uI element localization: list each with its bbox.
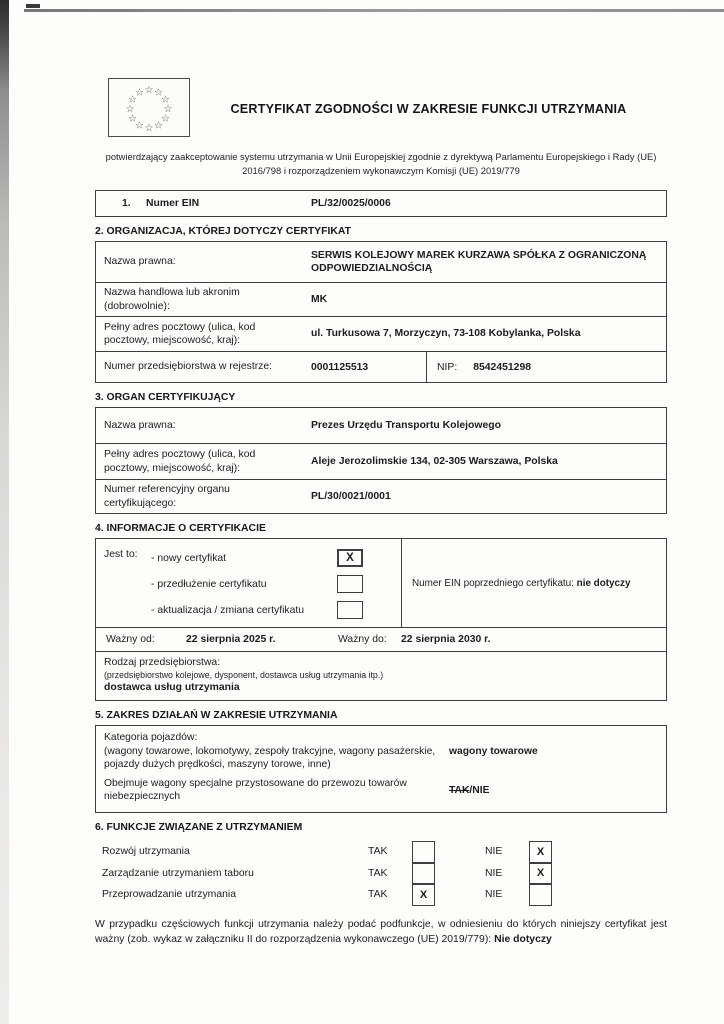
footnote-value: Nie dotyczy	[494, 934, 552, 946]
svg-text:☆: ☆	[144, 123, 154, 134]
tak-label: TAK	[368, 889, 388, 901]
function-label: Rozwój utrzymania	[102, 846, 190, 858]
scan-mark-artifact	[26, 4, 40, 8]
section4-heading: 4. INFORMACJE O CERTYFIKACIE	[95, 523, 266, 535]
option-label: - przedłużenie certyfikatu	[151, 578, 267, 590]
document-subtitle: potwierdzający zaakceptowanie systemu utrzymania w Unii Europejskiej zgodnie z dyrektywą Parlamentu Europejskiego i Rady (UE) 2016/798 i rozporządzeniem wykonawczym Komisji (UE) 2019/779	[105, 151, 657, 177]
validity-row	[96, 627, 666, 651]
valid-from-value: 22 sierpnia 2025 r.	[186, 634, 276, 646]
nie-label: NIE	[485, 867, 503, 879]
tak-label: TAK	[368, 846, 388, 858]
section2-heading: 2. ORGANIZACJA, KTÓREJ DOTYCZY CERTYFIKAT	[95, 226, 351, 238]
nie-label: NIE	[485, 846, 503, 858]
new-certificate-checkbox: X	[337, 549, 363, 567]
svg-text:☆: ☆	[135, 120, 144, 132]
nip-label: NIP:	[437, 361, 458, 373]
body-reference-value: PL/30/0021/0001	[311, 491, 391, 502]
trade-name-label: Nazwa handlowa lub akronim (dobrowolnie):	[104, 287, 240, 312]
legal-name-label: Nazwa prawna:	[104, 256, 176, 268]
previous-ein-value: nie dotyczy	[576, 577, 631, 589]
tak-checkbox: X	[412, 884, 435, 906]
valid-to-value: 22 sierpnia 2030 r.	[401, 634, 491, 646]
tak-checkbox	[412, 841, 435, 863]
trade-name-value: MK	[311, 293, 328, 305]
svg-text:☆: ☆	[161, 113, 170, 125]
ein-number-row	[95, 190, 667, 217]
nip-cell	[426, 352, 666, 382]
body-legal-name-value: Prezes Urzędu Transportu Kolejowego	[311, 419, 501, 431]
address-label: Pełny adres pocztowy (ulica, kod pocztowy, miejscowość, kraj):	[104, 321, 256, 347]
option-new-certificate	[151, 549, 363, 567]
dangerous-goods-value	[439, 777, 658, 804]
updated-certificate-checkbox	[337, 601, 363, 619]
eu-flag-logo	[108, 78, 190, 137]
svg-text:☆: ☆	[161, 94, 170, 106]
row-number: 1.	[122, 198, 131, 210]
vehicle-category-label: Kategoria pojazdów:	[104, 732, 198, 744]
organization-table	[95, 241, 667, 383]
nie-checkbox: X	[529, 863, 552, 885]
svg-text:☆: ☆	[135, 87, 144, 99]
tak-label: TAK	[368, 867, 388, 879]
enterprise-type-row	[96, 651, 666, 700]
maintenance-functions-list	[95, 841, 667, 906]
enterprise-type-hint: (przedsiębiorstwo kolejowe, dysponent, dostawca usług utrzymania itp.)	[104, 669, 384, 680]
svg-text:☆: ☆	[128, 94, 137, 106]
registry-number-label: Numer przedsiębiorstwa w rejestrze:	[104, 361, 273, 373]
table-row	[96, 242, 666, 282]
dangerous-goods-row	[104, 777, 658, 804]
previous-ein-label: Numer EIN poprzedniego certyfikatu:	[412, 577, 574, 589]
enterprise-type-value: dostawca usług utrzymania	[104, 681, 240, 693]
nie-text: NIE	[472, 784, 490, 796]
tak-struck-text: TAK	[449, 784, 470, 796]
certificate-type-options	[151, 549, 363, 619]
certifying-body-table	[95, 407, 667, 514]
function-label: Przeprowadzanie utrzymania	[102, 889, 236, 901]
function-label: Zarządzanie utrzymaniem taboru	[102, 867, 254, 879]
maintenance-scope-box	[95, 725, 667, 813]
certificate-info-table	[95, 538, 667, 701]
nip-value: 8542451298	[473, 361, 532, 373]
function-row-fleet-management	[95, 863, 667, 885]
option-renewed-certificate	[151, 575, 363, 593]
footnote-text: W przypadku częściowych funkcji utrzymania należy podać podfunkcje, w odniesieniu do których niniejszy certyfikat jest ważny (zob. wykaz w załączniku II do rozporządzenia wykonawczego (UE) 2019/779):	[95, 918, 667, 946]
slash-text: /	[469, 784, 473, 796]
address-value: ul. Turkusowa 7, Morzyczyn, 73-108 Kobylanka, Polska	[311, 328, 581, 340]
legal-name-value: SERWIS KOLEJOWY MAREK KURZAWA SPÓŁKA Z OGRANICZONĄ ODPOWIEDZIALNOŚCIĄ	[311, 249, 647, 275]
document-content	[95, 78, 667, 948]
nie-checkbox: X	[529, 841, 552, 863]
function-row-delivery	[95, 884, 667, 906]
function-row-development	[95, 841, 667, 863]
section6-heading: 6. FUNKCJE ZWIĄZANE Z UTRZYMANIEM	[95, 822, 303, 834]
footnote-paragraph	[95, 917, 667, 948]
nie-label: NIE	[485, 889, 503, 901]
jest-to-label: Jest to:	[104, 549, 138, 561]
certificate-type-area	[96, 539, 666, 627]
enterprise-type-label: Rodzaj przedsiębiorstwa:	[104, 657, 221, 669]
svg-text:☆: ☆	[163, 104, 173, 115]
vehicle-category-value: wagony towarowe	[449, 746, 538, 758]
body-address-label: Pełny adres pocztowy (ulica, kod pocztowy, miejscowość, kraj):	[104, 449, 256, 474]
section3-heading: 3. ORGAN CERTYFIKUJĄCY	[95, 392, 236, 404]
nie-checkbox	[529, 884, 552, 906]
table-row	[96, 408, 666, 443]
body-legal-name-label: Nazwa prawna:	[104, 419, 176, 431]
option-updated-certificate	[151, 601, 363, 619]
ein-label: Numer EIN	[146, 198, 200, 210]
table-row	[96, 282, 666, 316]
svg-text:☆: ☆	[144, 85, 154, 96]
svg-text:☆: ☆	[128, 113, 137, 125]
document-header	[95, 78, 667, 137]
table-row	[96, 316, 666, 351]
svg-text:☆: ☆	[125, 104, 135, 115]
table-row	[96, 479, 666, 513]
dangerous-goods-label: Obejmuje wagony specjalne przystosowane do przewozu towarów niebezpiecznych	[104, 777, 407, 803]
svg-text:☆: ☆	[154, 87, 163, 99]
table-row	[96, 351, 666, 382]
option-label: - aktualizacja / zmiana certyfikatu	[151, 604, 305, 616]
vehicle-category-hint: (wagony towarowe, lokomotywy, zespoły trakcyjne, wagony pasażerskie, pojazdy dużych prędkości, maszyny torowe, inne)	[104, 745, 436, 771]
scan-edge-artifact	[0, 0, 9, 1024]
valid-from-label: Ważny od:	[106, 634, 155, 646]
renewed-certificate-checkbox	[337, 575, 363, 593]
vehicle-category-row	[104, 731, 658, 772]
scan-line-artifact	[24, 9, 724, 12]
document-title: CERTYFIKAT ZGODNOŚCI W ZAKRESIE FUNKCJI UTRZYMANIA	[230, 102, 627, 116]
table-row	[96, 443, 666, 479]
body-reference-label: Numer referencyjny organu certyfikującego:	[104, 484, 230, 509]
svg-text:☆: ☆	[154, 120, 163, 132]
option-label: - nowy certyfikat	[151, 552, 227, 564]
tak-checkbox	[412, 863, 435, 885]
valid-to-label: Ważny do:	[338, 634, 387, 646]
ein-value: PL/32/0025/0006	[311, 198, 391, 210]
section5-heading: 5. ZAKRES DZIAŁAŃ W ZAKRESIE UTRZYMANIA	[95, 710, 338, 722]
previous-ein-cell	[401, 539, 666, 627]
body-address-value: Aleje Jerozolimskie 134, 02-305 Warszawa, Polska	[311, 455, 558, 467]
registry-number-value: 0001125513	[311, 361, 369, 373]
